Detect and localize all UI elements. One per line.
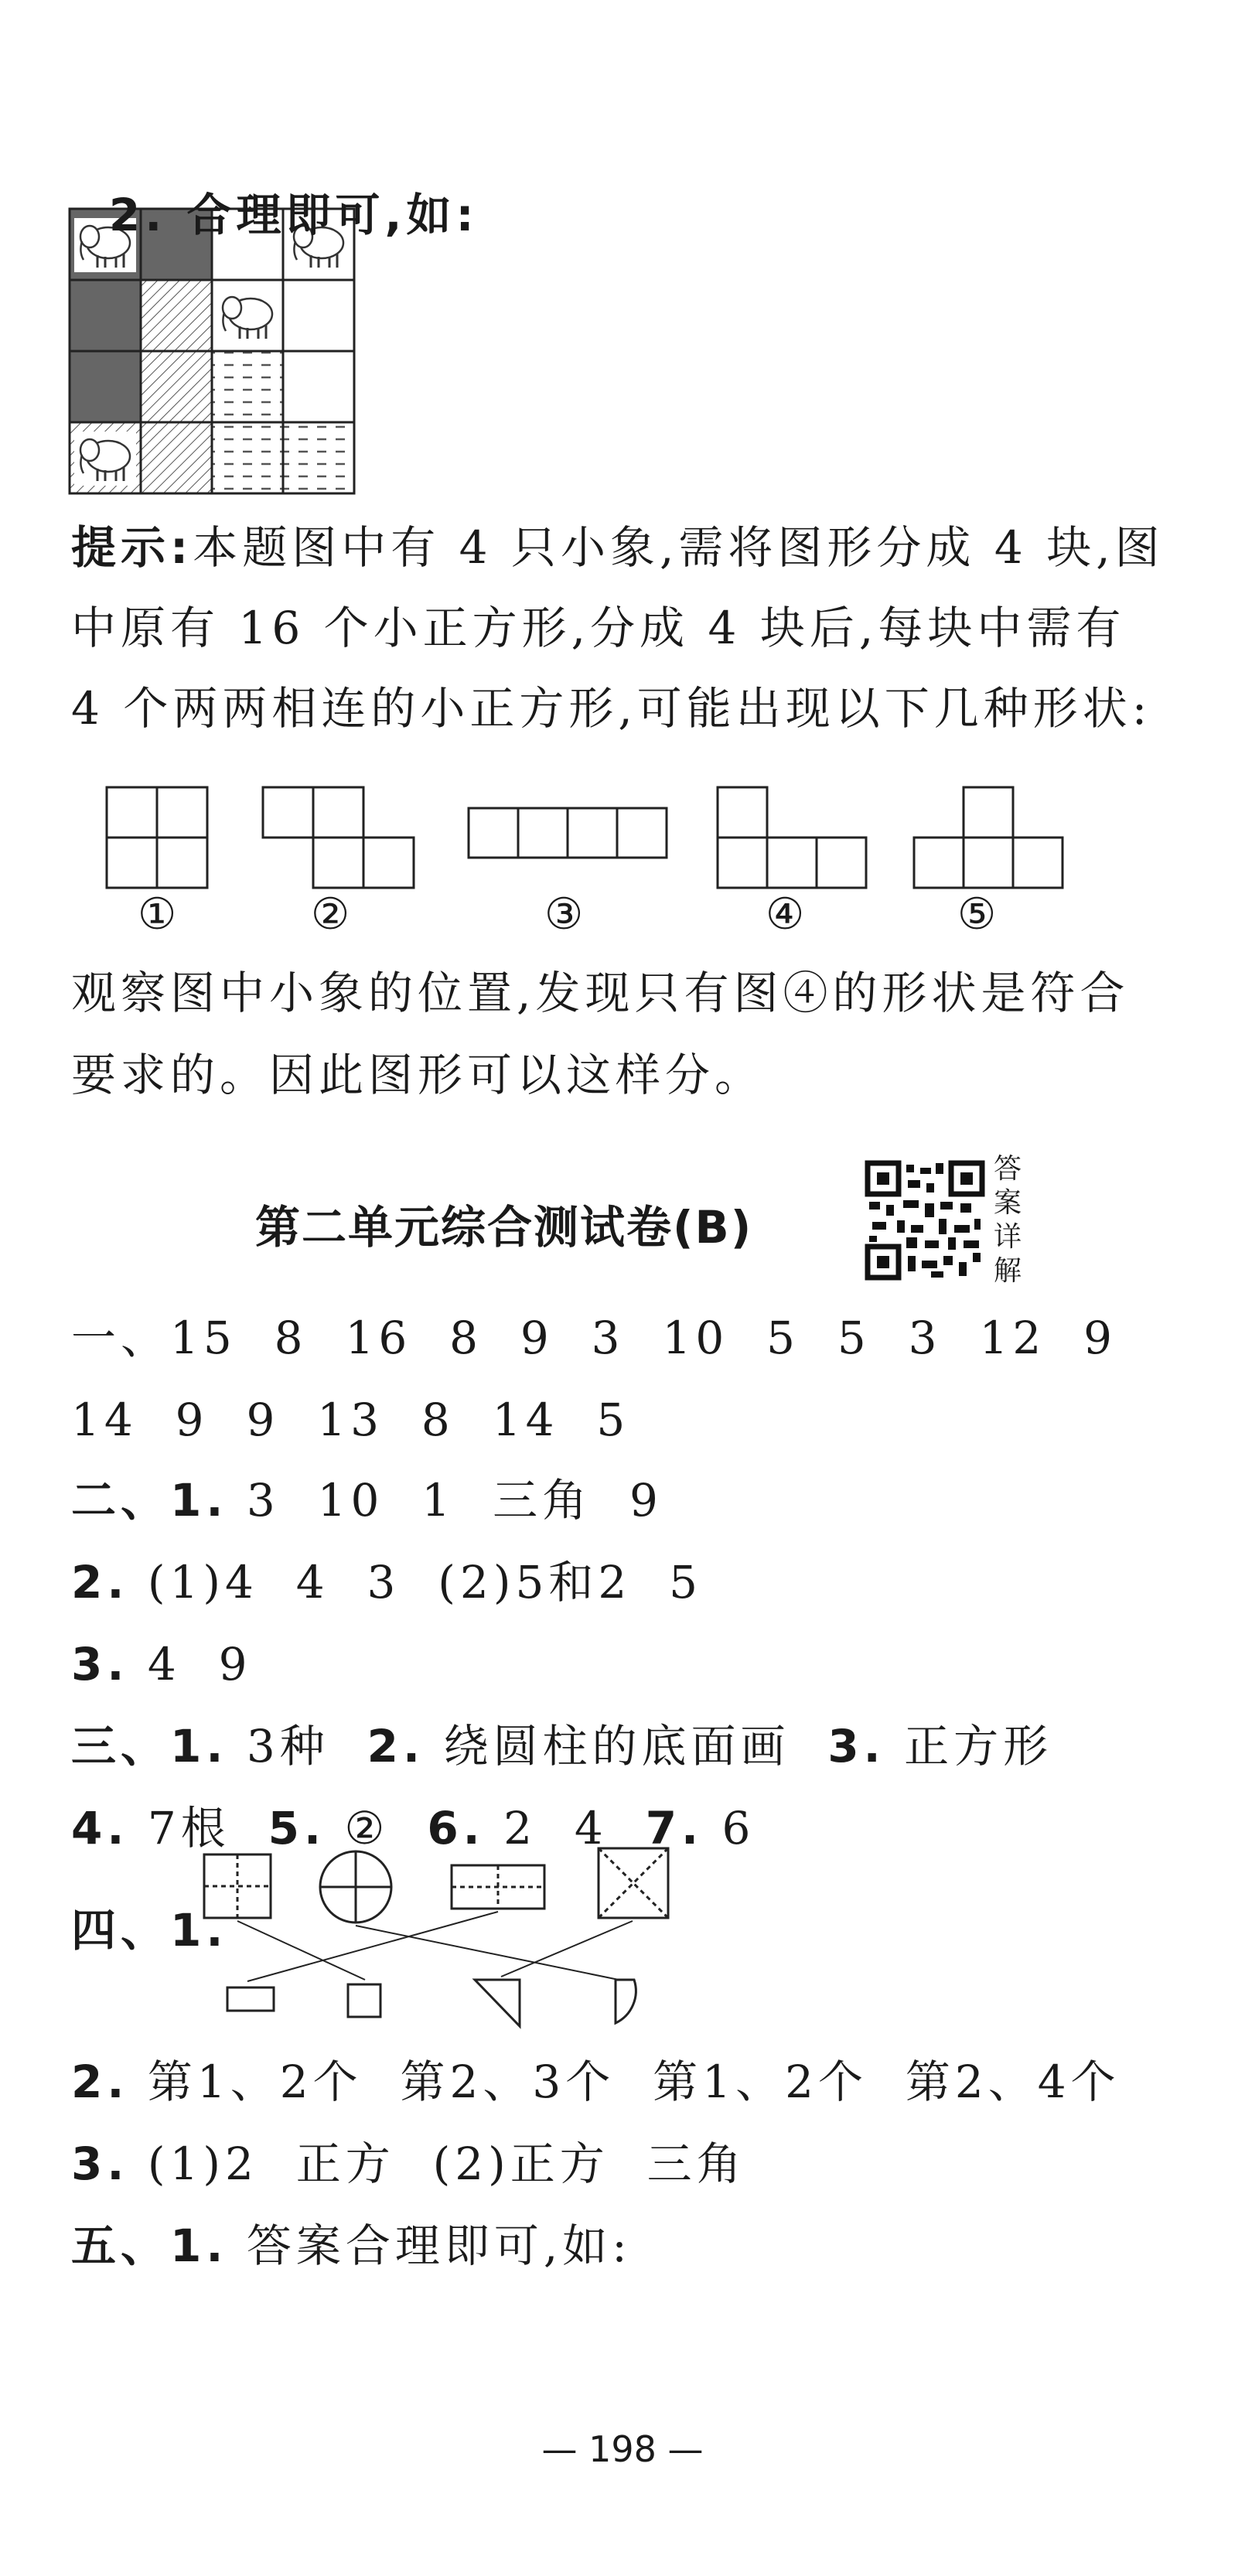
answer-s4-label: 四、1. bbox=[71, 1904, 228, 1957]
observe-line-1: 观察图中小象的位置,发现只有图④的形状是符合 bbox=[71, 967, 1130, 1019]
answer-s4-q3: 3. (1)2 正方 (2)正方 三角 bbox=[71, 2138, 746, 2190]
hint-line-1: 提示:本题图中有 4 只小象,需将图形分成 4 块,图 bbox=[71, 521, 1165, 574]
qr-code bbox=[865, 1160, 985, 1281]
hint-line-2: 中原有 16 个小正方形,分成 4 块后,每块中需有 bbox=[71, 602, 1126, 654]
page-number: — 198 — bbox=[541, 2428, 704, 2470]
shape-t-tetromino bbox=[914, 787, 1063, 888]
shape-square-tetromino bbox=[107, 787, 207, 888]
q2-header: 2. 合理即可,如: bbox=[108, 189, 479, 241]
answer-s1-line2: 14 9 9 13 8 14 5 bbox=[71, 1394, 630, 1446]
shape-label-1: ① bbox=[138, 889, 177, 940]
shape-label-2: ② bbox=[311, 889, 350, 940]
shape-label-4: ④ bbox=[766, 889, 805, 940]
answer-s2-q2: 2. (1)4 4 3 (2)5和2 5 bbox=[71, 1556, 703, 1609]
qr-caption: 答 案 详 解 bbox=[993, 1153, 1022, 1287]
shape-l-tetromino bbox=[718, 787, 866, 888]
hint-label: 提示: bbox=[71, 521, 193, 574]
shape-z-tetromino bbox=[263, 787, 414, 888]
elephant-grid bbox=[70, 209, 354, 493]
shape-label-3: ③ bbox=[544, 889, 584, 940]
hint-line-3: 4 个两两相连的小正方形,可能出现以下几种形状: bbox=[71, 682, 1152, 735]
matching-figure bbox=[204, 1848, 668, 2026]
answer-s1-line1: 一、15 8 16 8 9 3 10 5 5 3 12 9 bbox=[71, 1312, 1117, 1364]
answer-s4-q2: 2. 第1、2个 第2、3个 第1、2个 第2、4个 bbox=[71, 2056, 1120, 2108]
elephant-icon bbox=[74, 432, 136, 486]
answer-s2-q1: 二、1. 3 10 1 三角 9 bbox=[71, 1474, 663, 1527]
answer-s3-line2: 4. 7根 5. ② 6. 2 4 7. 6 bbox=[71, 1802, 756, 1854]
answer-s5-q1: 五、1. 答案合理即可,如: bbox=[71, 2219, 632, 2272]
shape-label-5: ⑤ bbox=[957, 889, 997, 940]
elephant-icon bbox=[217, 289, 278, 343]
observe-line-2: 要求的。因此图形可以这样分。 bbox=[71, 1049, 765, 1101]
answer-s2-q3: 3. 4 9 bbox=[71, 1638, 252, 1691]
section-title: 第二单元综合测试卷(B) bbox=[255, 1201, 753, 1254]
answer-s3-line1: 三、1. 3种 2. 绕圆柱的底面画 3. 正方形 bbox=[71, 1720, 1053, 1772]
shape-i-tetromino bbox=[469, 808, 667, 858]
